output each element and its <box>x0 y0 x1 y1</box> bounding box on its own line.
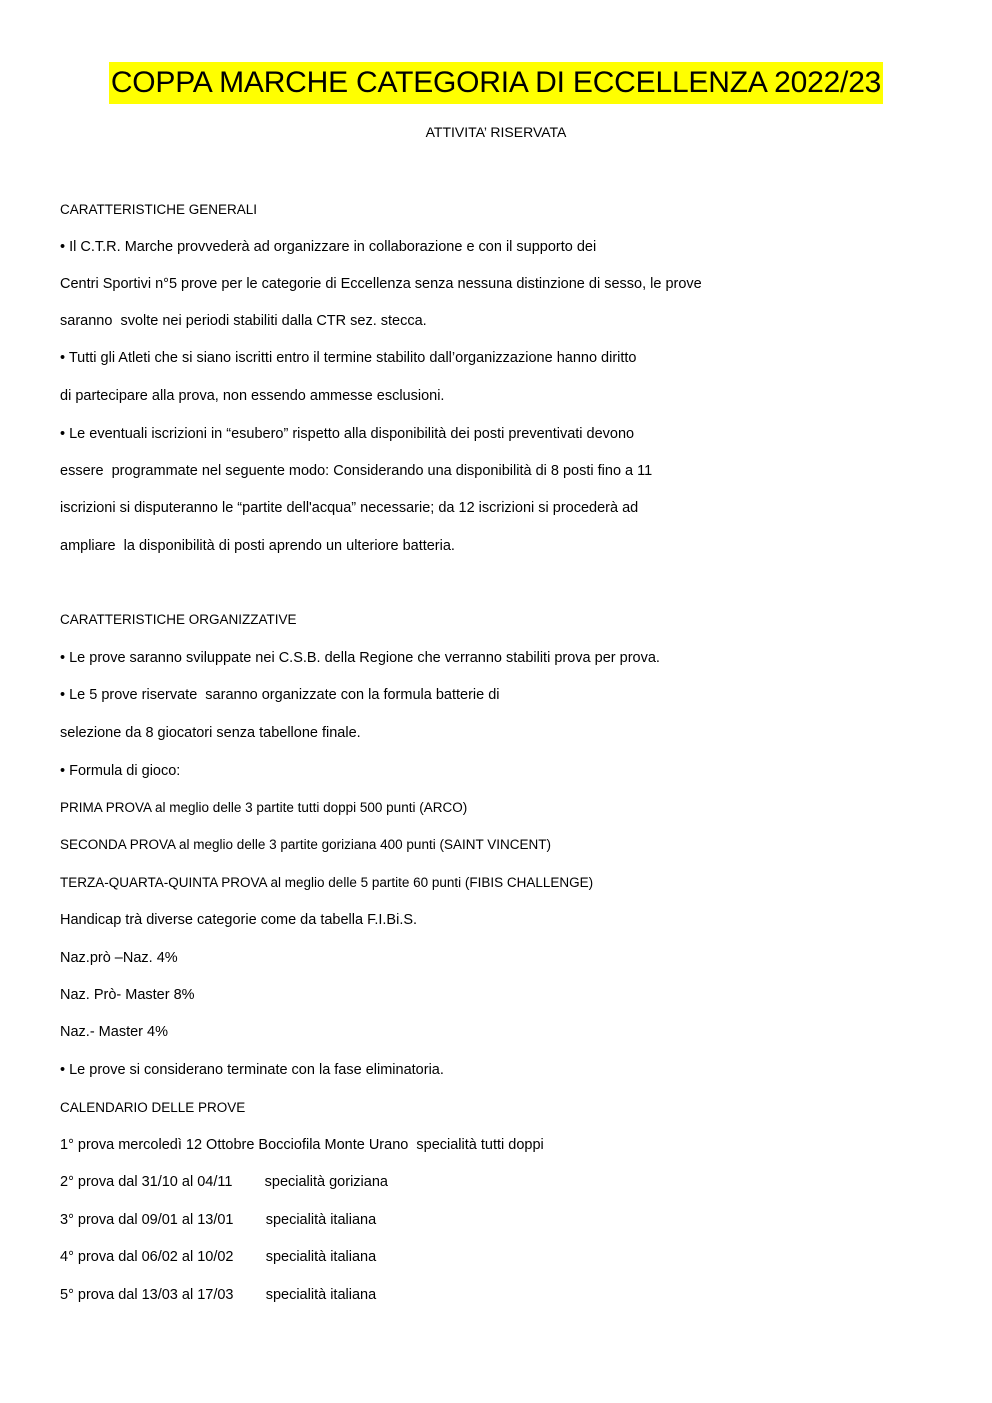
paragraph-line: essere programmate nel seguente modo: Considerando una disponibilità di 8 posti fino a 11 <box>60 463 653 479</box>
paragraph-line: di partecipare alla prova, non essendo ammesse esclusioni. <box>60 388 445 404</box>
paragraph-line: Centri Sportivi n°5 prove per le categorie di Eccellenza senza nessuna distinzione di sesso, le prove <box>60 276 702 292</box>
paragraph-line: saranno svolte nei periodi stabiliti dalla CTR sez. stecca. <box>60 313 427 329</box>
paragraph-line: iscrizioni si disputeranno le “partite dell'acqua” necessarie; da 12 iscrizioni si procederà ad <box>60 500 639 516</box>
calendar-line: 1° prova mercoledì 12 Ottobre Bocciofila Monte Urano specialità tutti doppi <box>60 1137 544 1153</box>
calendar-line: 4° prova dal 06/02 al 10/02 specialità italiana <box>60 1249 377 1265</box>
handicap-line: Naz.prò –Naz. 4% <box>60 950 178 966</box>
paragraph-line: • Le 5 prove riservate saranno organizzate con la formula batterie di <box>60 687 500 703</box>
paragraph-line: • Le prove saranno sviluppate nei C.S.B. della Regione che verranno stabiliti prova per prova. <box>60 650 660 666</box>
title-container <box>0 62 992 104</box>
calendar-line: 5° prova dal 13/03 al 17/03 specialità italiana <box>60 1287 377 1303</box>
calendar-line: 3° prova dal 09/01 al 13/01 specialità italiana <box>60 1212 377 1228</box>
page-subtitle: ATTIVITA’ RISERVATA <box>425 124 567 140</box>
calendar-line: 2° prova dal 31/10 al 04/11 specialità goriziana <box>60 1174 388 1190</box>
handicap-line: Naz.- Master 4% <box>60 1024 168 1040</box>
paragraph-line: selezione da 8 giocatori senza tabellone finale. <box>60 725 361 741</box>
paragraph-line: ampliare la disponibilità di posti aprendo un ulteriore batteria. <box>60 538 455 554</box>
section-heading-general: CARATTERISTICHE GENERALI <box>60 202 258 217</box>
paragraph-line: • Il C.T.R. Marche provvederà ad organizzare in collaborazione e con il supporto dei <box>60 239 597 255</box>
page-title: COPPA MARCHE CATEGORIA DI ECCELLENZA 2022/23 <box>109 62 883 104</box>
handicap-line: Naz. Prò- Master 8% <box>60 987 195 1003</box>
section-heading-calendar: CALENDARIO DELLE PROVE <box>60 1100 246 1115</box>
paragraph-line: • Tutti gli Atleti che si siano iscritti entro il termine stabilito dall’organizzazione hanno diritto <box>60 350 637 366</box>
paragraph-line: • Formula di gioco: <box>60 763 181 779</box>
paragraph-line: • Le prove si considerano terminate con la fase eliminatoria. <box>60 1062 444 1078</box>
game-format-line: TERZA-QUARTA-QUINTA PROVA al meglio delle 5 partite 60 punti (FIBIS CHALLENGE) <box>60 875 594 890</box>
section-heading-organizational: CARATTERISTICHE ORGANIZZATIVE <box>60 612 297 627</box>
game-format-line: PRIMA PROVA al meglio delle 3 partite tutti doppi 500 punti (ARCO) <box>60 800 468 815</box>
game-format-line: SECONDA PROVA al meglio delle 3 partite goriziana 400 punti (SAINT VINCENT) <box>60 837 551 852</box>
paragraph-line: • Le eventuali iscrizioni in “esubero” rispetto alla disponibilità dei posti preventivati devono <box>60 426 635 442</box>
paragraph-line: Handicap trà diverse categorie come da tabella F.I.Bi.S. <box>60 912 418 928</box>
